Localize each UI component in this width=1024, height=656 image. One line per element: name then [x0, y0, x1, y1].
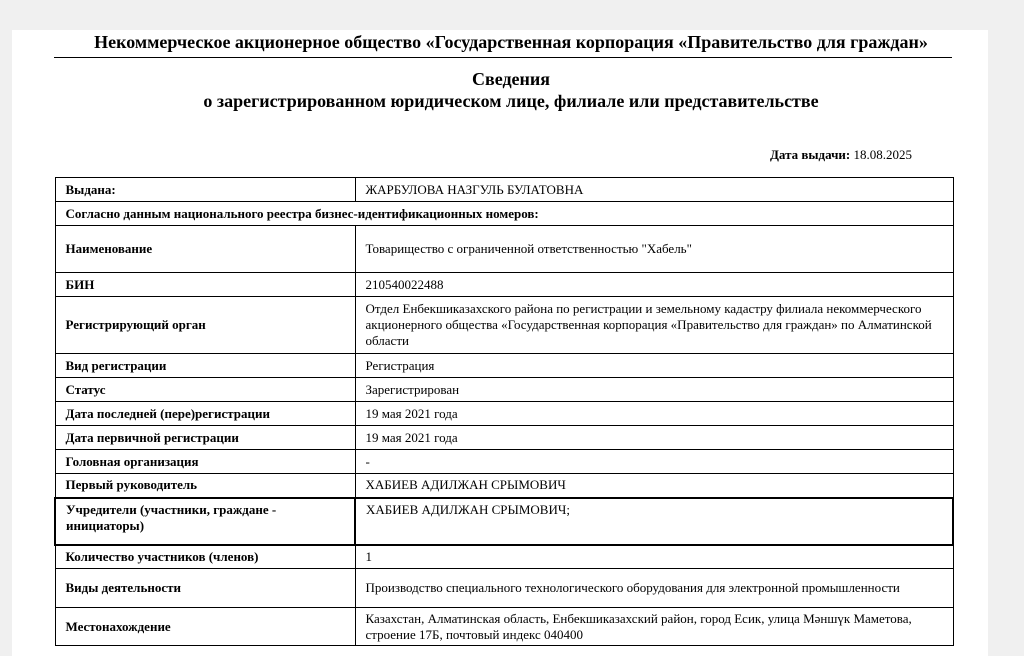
status-label: Статус: [55, 378, 355, 402]
founders-label: Учредители (участники, граждане - инициаторы): [55, 498, 355, 545]
table-row: [55, 202, 953, 226]
issued-to-label: Выдана:: [55, 178, 355, 202]
first-reg-value: 19 мая 2021 года: [355, 426, 953, 450]
table-row: [55, 178, 953, 202]
reg-type-label: Вид регистрации: [55, 354, 355, 378]
table-row: [55, 297, 953, 354]
location-label: Местонахождение: [55, 608, 355, 646]
table-row: [55, 354, 953, 378]
table-row: [55, 378, 953, 402]
issue-date-label: Дата выдачи:: [769, 147, 851, 162]
table-row: [55, 498, 953, 545]
document-title-line1: Сведения: [471, 69, 551, 89]
founders-value: ХАБИЕВ АДИЛЖАН СРЫМОВИЧ;: [355, 498, 953, 545]
table-row: [55, 402, 953, 426]
bin-value: 210540022488: [355, 273, 953, 297]
last-reg-value: 19 мая 2021 года: [355, 402, 953, 426]
director-label: Первый руководитель: [55, 474, 355, 498]
bin-label: БИН: [55, 273, 355, 297]
location-value: Казахстан, Алматинская область, Енбекшиказахский район, город Есик, улица Мәншүк Маметова, строение 17Б, почтовый индекс 040400: [355, 608, 953, 646]
document-page: [12, 30, 988, 656]
name-label: Наименование: [55, 226, 355, 273]
table-row: [55, 226, 953, 273]
registry-note: Согласно данным национального реестра бизнес-идентификационных номеров:: [55, 202, 953, 226]
document-title-line2: о зарегистрированном юридическом лице, филиале или представительстве: [203, 91, 819, 111]
head-org-label: Головная организация: [55, 450, 355, 474]
table-row: [55, 569, 953, 608]
issued-to-value: ЖАРБУЛОВА НАЗГУЛЬ БУЛАТОВНА: [355, 178, 953, 202]
issue-date-line: [770, 147, 912, 163]
members-label: Количество участников (членов): [55, 545, 355, 569]
table-row: [55, 450, 953, 474]
reg-body-label: Регистрирующий орган: [55, 297, 355, 354]
activity-value: Производство специального технологического оборудования для электронной промышленности: [355, 569, 953, 608]
table-row: [55, 474, 953, 498]
name-value: Товарищество с ограниченной ответственностью "Хабель": [355, 226, 953, 273]
status-value: Зарегистрирован: [355, 378, 953, 402]
head-org-value: -: [355, 450, 953, 474]
table-row: [55, 426, 953, 450]
first-reg-label: Дата первичной регистрации: [55, 426, 355, 450]
reg-body-value: Отдел Енбекшиказахского района по регистрации и земельному кадастру филиала некоммерческого акционерного общества «Государственная корпорация «Правительство для граждан» по Алматинской области: [355, 297, 953, 354]
members-value: 1: [355, 545, 953, 569]
table-row: [55, 545, 953, 569]
director-value: ХАБИЕВ АДИЛЖАН СРЫМОВИЧ: [355, 474, 953, 498]
table-row: [55, 608, 953, 646]
registration-info-table: [54, 177, 954, 646]
last-reg-label: Дата последней (пере)регистрации: [55, 402, 355, 426]
document-title: [12, 68, 1010, 112]
table-row: [55, 273, 953, 297]
activity-label: Виды деятельности: [55, 569, 355, 608]
organization-name: Некоммерческое акционерное общество «Государственная корпорация «Правительство для граждан»: [94, 32, 928, 52]
reg-type-value: Регистрация: [355, 354, 953, 378]
issue-date-value: 18.08.2025: [853, 147, 912, 162]
header-divider: [54, 57, 952, 58]
